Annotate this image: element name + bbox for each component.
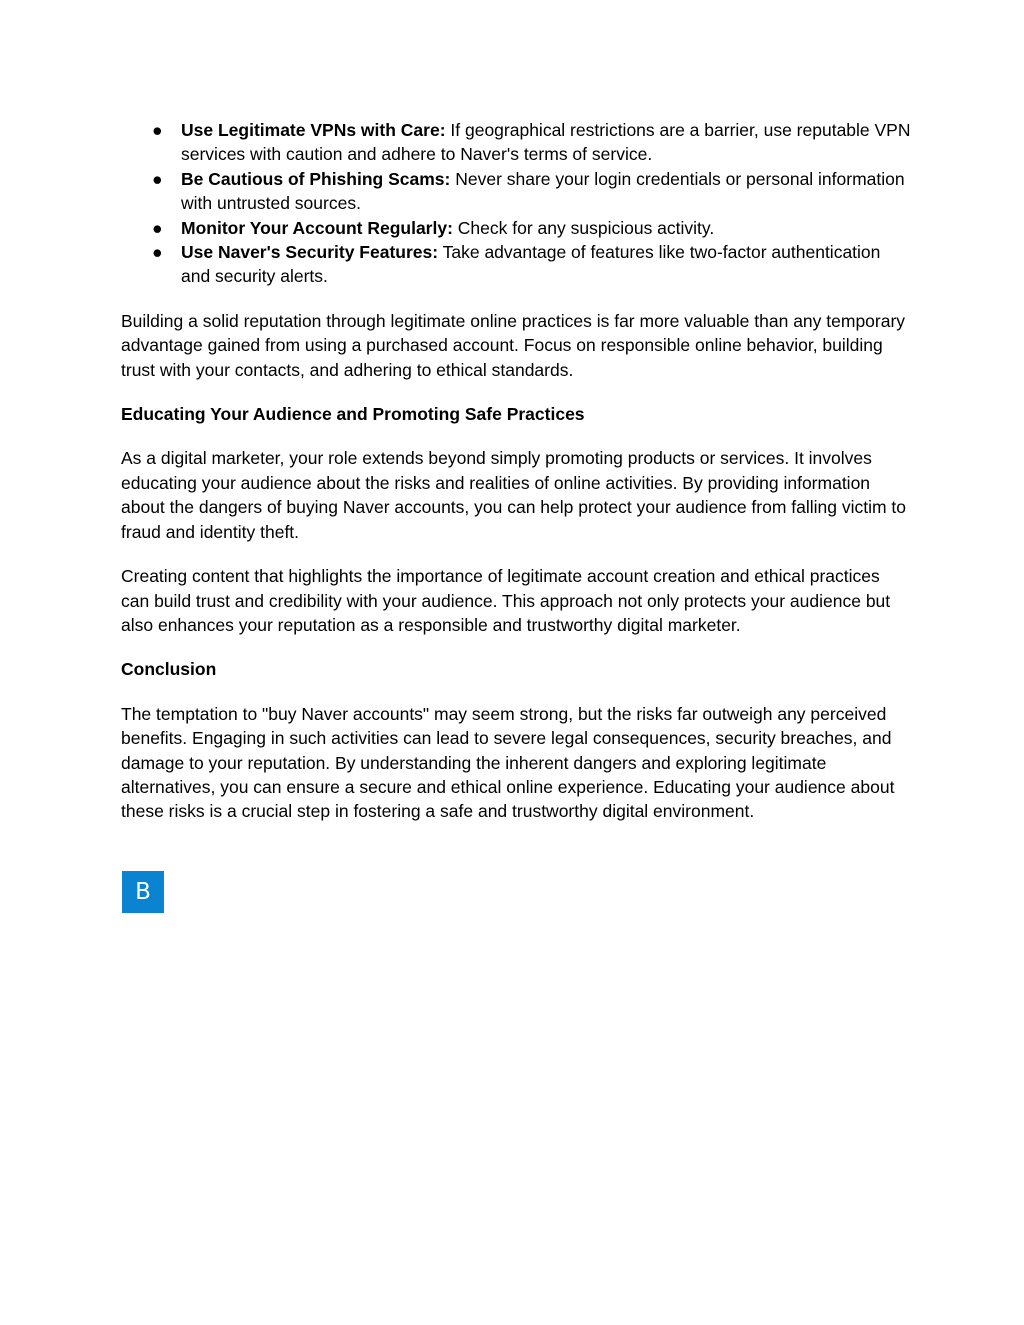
list-item-title: Monitor Your Account Regularly:: [181, 217, 453, 238]
document-body: [121, 118, 911, 824]
bullet-icon: ●: [152, 120, 163, 140]
section-heading-educating: Educating Your Audience and Promoting Safe Practices: [121, 404, 585, 425]
content-paragraph: Creating content that highlights the importance of legitimate account creation and ethical practices can build trust and credibility with your audience. This approach not only protects your audience but also enhances your reputation as a responsible and trustworthy digital marketer.: [121, 566, 891, 635]
conclusion-paragraph: The temptation to "buy Naver accounts" may seem strong, but the risks far outweigh any perceived benefits. Engaging in such activities can lead to severe legal consequences, security breaches, and damage to your reputation. By understanding the inherent dangers and exploring legitimate alternatives, you can ensure a secure and ethical online experience. Educating your audience about these risks is a crucial step in fostering a safe and trustworthy digital environment.: [121, 703, 895, 822]
list-item-title: Use Naver's Security Features:: [181, 242, 439, 263]
list-item: [121, 240, 911, 289]
list-item-text: Never share your login credentials or personal information with untrusted sources.: [181, 168, 905, 214]
reputation-paragraph: Building a solid reputation through legitimate online practices is far more valuable than any temporary advantage gained from using a purchased account. Focus on responsible online behavior, building trust with your contacts, and adhering to ethical standards.: [121, 310, 906, 380]
list-item-title: Be Cautious of Phishing Scams:: [181, 168, 451, 189]
b-logo-icon: B: [122, 871, 164, 913]
list-item-title: Use Legitimate VPNs with Care:: [181, 120, 446, 140]
list-item-text: If geographical restrictions are a barrier, use reputable VPN services with caution and adhere to Naver's terms of service.: [181, 120, 911, 165]
list-item-text: Take advantage of features like two-factor authentication and security alerts.: [181, 242, 881, 287]
list-item-text: Check for any suspicious activity.: [452, 217, 715, 238]
bullet-icon: ●: [152, 168, 163, 189]
list-item: [121, 216, 911, 240]
section-heading-conclusion: Conclusion: [121, 659, 217, 680]
list-item: [121, 167, 911, 216]
bullet-icon: ●: [152, 242, 163, 263]
bullet-icon: ●: [152, 217, 163, 238]
tips-list: [121, 118, 911, 289]
list-item: [121, 118, 911, 167]
role-paragraph: As a digital marketer, your role extends beyond simply promoting products or services. It involves educating your audience about the risks and realities of online activities. By providing information about the dangers of buying Naver accounts, you can help protect your audience from falling victim to fraud and identity theft.: [121, 448, 907, 542]
